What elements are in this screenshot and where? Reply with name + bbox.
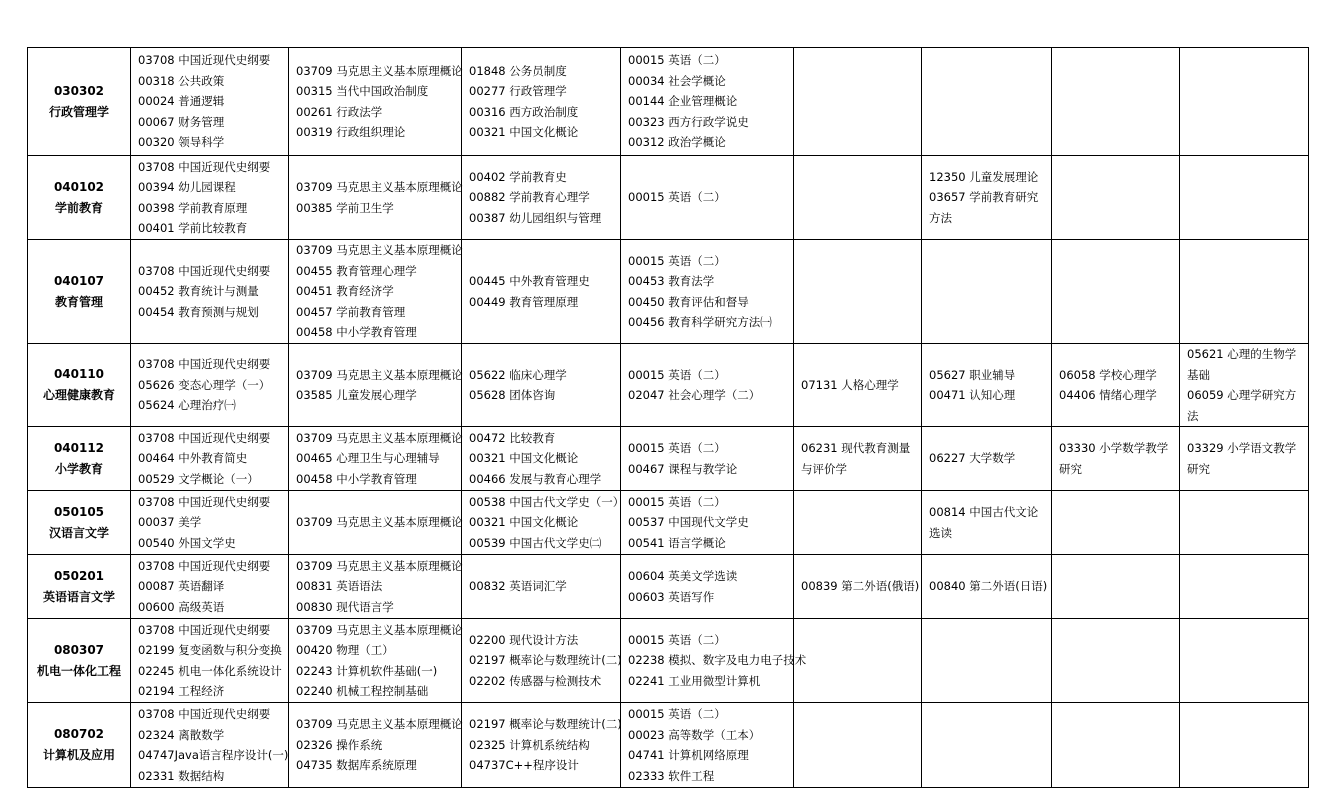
course-cell xyxy=(1180,344,1309,427)
course-item: 00472 比较教育 xyxy=(469,430,556,445)
course-item: 00394 幼儿园课程 xyxy=(138,180,236,194)
course-item: 02202 传感器与检测技术 xyxy=(469,673,602,688)
course-cell xyxy=(621,703,794,788)
course-cell xyxy=(621,156,794,240)
course-item: 00320 领导科学 xyxy=(138,135,225,150)
course-cell xyxy=(1180,427,1309,491)
course-item: 03708 中国近现代史纲要 xyxy=(138,263,271,278)
course-cell xyxy=(1180,555,1309,619)
course-cell xyxy=(922,156,1052,240)
table-row xyxy=(28,344,1309,427)
course-cell xyxy=(289,48,462,156)
course-item: 00385 学前卫生学 xyxy=(296,200,394,215)
course-item: 00015 英语（二） xyxy=(628,367,726,382)
course-item: 03708 中国近现代史纲要 xyxy=(138,622,271,637)
course-item: 00603 英语写作 xyxy=(628,589,715,604)
course-cell xyxy=(794,427,922,491)
course-cell xyxy=(1052,48,1180,156)
course-item: 02200 现代设计方法 xyxy=(469,632,579,647)
course-cell xyxy=(922,427,1052,491)
course-item: 00316 西方政治制度 xyxy=(469,104,579,119)
major-name: 计算机及应用 xyxy=(42,748,115,762)
course-item: 03585 儿童发展心理学 xyxy=(296,388,417,402)
course-item: 03329 小学语文教学研究 xyxy=(1187,441,1297,476)
course-item: 03709 马克思主义基本原理概论 xyxy=(296,63,463,78)
course-cell xyxy=(621,491,794,555)
course-item: 00312 政治学概论 xyxy=(628,135,726,150)
course-cell xyxy=(1052,491,1180,555)
course-item: 02241 工业用微型计算机 xyxy=(628,673,761,688)
major-cell xyxy=(28,491,131,555)
course-cell xyxy=(131,48,289,156)
course-item: 03708 中国近现代史纲要 xyxy=(138,357,271,372)
course-cell xyxy=(462,619,621,703)
course-item: 03708 中国近现代史纲要 xyxy=(138,707,271,721)
course-cell xyxy=(1180,240,1309,344)
course-item: 00015 英语（二） xyxy=(628,441,726,455)
course-item: 03708 中国近现代史纲要 xyxy=(138,430,271,445)
course-cell xyxy=(621,240,794,344)
course-item: 06058 学校心理学 xyxy=(1059,367,1157,382)
course-cell xyxy=(289,703,462,788)
course-item: 03709 马克思主义基本原理概论 xyxy=(296,622,463,637)
major-code: 050201 xyxy=(53,568,105,583)
course-cell xyxy=(1052,156,1180,240)
course-item: 00832 英语词汇学 xyxy=(469,579,567,594)
course-item: 00420 物理（工） xyxy=(296,643,394,657)
major-name: 英语语言文学 xyxy=(42,589,115,604)
course-cell xyxy=(922,240,1052,344)
course-item: 00466 发展与教育心理学 xyxy=(469,471,602,486)
course-item: 00024 普通逻辑 xyxy=(138,94,225,109)
course-item: 00321 中国文化概论 xyxy=(469,451,579,466)
course-cell xyxy=(794,491,922,555)
course-item: 03708 中国近现代史纲要 xyxy=(138,494,271,509)
course-item: 00539 中国古代文学史㈡ xyxy=(469,535,602,550)
course-item: 05627 职业辅导 xyxy=(929,367,1016,382)
course-item: 03709 马克思主义基本原理概论 xyxy=(296,243,463,258)
course-item: 02243 计算机软件基础(一) xyxy=(296,663,438,678)
course-item: 00453 教育法学 xyxy=(628,274,715,288)
course-item: 03709 马克思主义基本原理概论 xyxy=(296,180,463,194)
course-cell xyxy=(289,344,462,427)
course-item: 00277 行政管理学 xyxy=(469,84,567,98)
course-cell xyxy=(131,703,289,788)
course-item: 00540 外国文学史 xyxy=(138,535,236,550)
major-cell xyxy=(28,427,131,491)
course-item: 00458 中小学教育管理 xyxy=(296,471,417,486)
course-item: 04741 计算机网络原理 xyxy=(628,748,749,762)
major-code: 080702 xyxy=(53,727,105,741)
course-item: 05628 团体咨询 xyxy=(469,388,556,402)
course-item: 00457 学前教育管理 xyxy=(296,304,406,319)
course-cell xyxy=(131,555,289,619)
course-item: 00398 学前教育原理 xyxy=(138,200,248,215)
course-item: 00315 当代中国政治制度 xyxy=(296,84,429,98)
course-item: 00015 英语（二） xyxy=(628,632,726,647)
table-row xyxy=(28,703,1309,788)
course-cell xyxy=(131,619,289,703)
course-item: 00455 教育管理心理学 xyxy=(296,263,417,278)
major-code: 080307 xyxy=(53,642,105,657)
course-item: 00464 中外教育简史 xyxy=(138,451,248,466)
major-name: 行政管理学 xyxy=(48,104,109,119)
course-cell xyxy=(1052,555,1180,619)
course-item: 03709 马克思主义基本原理概论 xyxy=(296,558,463,573)
major-code: 040107 xyxy=(53,273,105,288)
course-cell xyxy=(462,156,621,240)
course-item: 00840 第二外语(日语) xyxy=(929,579,1048,594)
course-item: 00449 教育管理原理 xyxy=(469,294,579,309)
course-item: 02197 概率论与数理统计(二) xyxy=(469,653,622,668)
course-cell xyxy=(922,344,1052,427)
course-item: 03330 小学数学教学研究 xyxy=(1059,441,1169,476)
course-item: 00604 英美文学选读 xyxy=(628,569,738,583)
course-item: 02238 模拟、数字及电力电子技术 xyxy=(628,653,807,668)
course-cell xyxy=(1052,427,1180,491)
course-item: 05621 心理的生物学基础 xyxy=(1187,347,1297,382)
course-item: 00454 教育预测与规划 xyxy=(138,304,259,319)
major-cell xyxy=(28,619,131,703)
course-cell xyxy=(621,344,794,427)
major-cell xyxy=(28,555,131,619)
course-item: 00387 幼儿园组织与管理 xyxy=(469,210,602,225)
course-cell xyxy=(462,48,621,156)
course-cell xyxy=(289,156,462,240)
course-item: 00450 教育评估和督导 xyxy=(628,294,749,309)
course-item: 03708 中国近现代史纲要 xyxy=(138,558,271,573)
course-item: 00445 中外教育管理史 xyxy=(469,274,590,288)
course-item: 03709 马克思主义基本原理概论 xyxy=(296,430,463,445)
table-row xyxy=(28,491,1309,555)
course-item: 03657 学前教育研究方法 xyxy=(929,190,1039,225)
course-item: 00451 教育经济学 xyxy=(296,284,394,299)
course-cell xyxy=(794,619,922,703)
course-item: 00067 财务管理 xyxy=(138,114,225,129)
course-item: 03709 马克思主义基本原理概论 xyxy=(296,367,463,382)
exam-schedule-table xyxy=(27,47,1309,788)
course-item: 04747Java语言程序设计(一) xyxy=(138,748,289,762)
course-cell xyxy=(1180,619,1309,703)
course-item: 02047 社会心理学（二） xyxy=(628,388,761,402)
course-item: 00831 英语语法 xyxy=(296,579,383,594)
table-row xyxy=(28,240,1309,344)
course-item: 00087 英语翻译 xyxy=(138,579,225,594)
major-code: 040110 xyxy=(53,367,105,381)
course-item: 02194 工程经济 xyxy=(138,684,225,698)
course-item: 00321 中国文化概论 xyxy=(469,515,579,530)
course-item: 02326 操作系统 xyxy=(296,737,383,752)
course-item: 04735 数据库系统原理 xyxy=(296,758,417,773)
course-cell xyxy=(1180,703,1309,788)
course-item: 02333 软件工程 xyxy=(628,768,715,783)
course-item: 00037 美学 xyxy=(138,515,202,530)
course-cell xyxy=(289,240,462,344)
course-cell xyxy=(922,619,1052,703)
course-cell xyxy=(794,703,922,788)
course-cell xyxy=(1180,156,1309,240)
major-name: 心理健康教育 xyxy=(42,388,115,402)
table-row xyxy=(28,156,1309,240)
course-cell xyxy=(1180,491,1309,555)
course-cell xyxy=(1052,619,1180,703)
course-item: 06059 心理学研究方法 xyxy=(1187,388,1297,423)
course-item: 00318 公共政策 xyxy=(138,73,225,88)
course-cell xyxy=(922,491,1052,555)
course-cell xyxy=(462,240,621,344)
course-cell xyxy=(621,427,794,491)
table-row xyxy=(28,48,1309,156)
course-item: 00015 英语（二） xyxy=(628,494,726,509)
course-item: 00465 心理卫生与心理辅导 xyxy=(296,451,440,466)
course-cell xyxy=(621,48,794,156)
course-cell xyxy=(1052,344,1180,427)
course-item: 00814 中国古代文论选读 xyxy=(929,505,1039,540)
major-cell xyxy=(28,156,131,240)
course-cell xyxy=(462,703,621,788)
course-cell xyxy=(1052,240,1180,344)
course-cell xyxy=(462,491,625,555)
major-code: 040112 xyxy=(53,440,105,455)
course-item: 00015 英语（二） xyxy=(628,707,726,721)
course-item: 02199 复变函数与积分变换 xyxy=(138,643,282,657)
major-code: 040102 xyxy=(53,179,105,194)
course-item: 03708 中国近现代史纲要 xyxy=(138,53,271,68)
course-item: 02240 机械工程控制基础 xyxy=(296,684,429,698)
course-cell xyxy=(131,240,289,344)
major-name: 学前教育 xyxy=(54,200,103,215)
course-cell xyxy=(289,427,462,491)
course-item: 05622 临床心理学 xyxy=(469,367,567,382)
table-row xyxy=(28,555,1309,619)
course-cell xyxy=(131,491,289,555)
course-item: 03709 马克思主义基本原理概论 xyxy=(296,717,463,732)
course-item: 03709 马克思主义基本原理概论 xyxy=(296,515,463,530)
major-name: 教育管理 xyxy=(54,294,103,309)
course-item: 07131 人格心理学 xyxy=(801,377,899,392)
table-row xyxy=(28,619,1309,703)
course-cell xyxy=(794,48,922,156)
course-item: 00458 中小学教育管理 xyxy=(296,325,417,340)
course-cell xyxy=(131,427,289,491)
course-item: 00034 社会学概论 xyxy=(628,73,726,88)
course-cell xyxy=(794,555,922,619)
major-cell xyxy=(28,48,131,156)
major-cell xyxy=(28,703,131,788)
course-cell xyxy=(794,156,922,240)
major-cell xyxy=(28,344,131,427)
major-code: 050105 xyxy=(53,504,105,519)
course-cell xyxy=(794,240,922,344)
course-item: 00023 高等数学（工本） xyxy=(628,727,761,742)
course-item: 06231 现代教育测量与评价学 xyxy=(801,441,911,476)
course-item: 00537 中国现代文学史 xyxy=(628,515,749,530)
course-item: 00261 行政法学 xyxy=(296,104,383,119)
course-cell xyxy=(289,491,462,555)
course-item: 02325 计算机系统结构 xyxy=(469,737,590,752)
course-cell xyxy=(922,555,1052,619)
course-item: 00144 企业管理概论 xyxy=(628,94,738,109)
course-item: 06227 大学数学 xyxy=(929,451,1016,466)
course-item: 02324 离散数学 xyxy=(138,727,225,742)
course-item: 00467 课程与教学论 xyxy=(628,461,738,476)
course-item: 00830 现代语言学 xyxy=(296,599,394,614)
major-cell xyxy=(28,240,131,344)
course-cell xyxy=(621,619,807,703)
course-item: 02197 概率论与数理统计(二) xyxy=(469,717,622,732)
major-name: 小学教育 xyxy=(54,461,103,476)
course-item: 00321 中国文化概论 xyxy=(469,125,579,139)
course-item: 00471 认知心理 xyxy=(929,388,1016,402)
course-item: 00015 英语（二） xyxy=(628,253,726,268)
course-cell xyxy=(1180,48,1309,156)
course-cell xyxy=(462,555,621,619)
course-item: 05624 心理治疗㈠ xyxy=(138,398,236,413)
course-cell xyxy=(289,619,462,703)
course-item: 00402 学前教育史 xyxy=(469,169,567,184)
course-cell xyxy=(462,344,621,427)
course-cell xyxy=(922,703,1052,788)
major-name: 汉语言文学 xyxy=(48,525,109,540)
course-item: 00015 英语（二） xyxy=(628,190,726,205)
course-item: 00600 高级英语 xyxy=(138,599,225,614)
course-item: 00456 教育科学研究方法㈠ xyxy=(628,315,772,329)
course-cell xyxy=(621,555,794,619)
course-item: 05626 变态心理学（一） xyxy=(138,377,271,392)
course-item: 02331 数据结构 xyxy=(138,768,225,783)
course-cell xyxy=(289,555,462,619)
table-body xyxy=(28,48,1309,788)
course-cell xyxy=(462,427,621,491)
table-row xyxy=(28,427,1309,491)
course-item: 00882 学前教育心理学 xyxy=(469,190,590,205)
course-item: 00529 文学概论（一） xyxy=(138,471,259,486)
course-item: 00401 学前比较教育 xyxy=(138,221,248,235)
course-cell xyxy=(922,48,1052,156)
course-item: 00319 行政组织理论 xyxy=(296,125,406,139)
course-item: 03708 中国近现代史纲要 xyxy=(138,159,271,174)
course-item: 00839 第二外语(俄语) xyxy=(801,579,920,594)
course-cell xyxy=(131,156,289,240)
course-item: 00323 西方行政学说史 xyxy=(628,114,749,129)
course-item: 04406 情绪心理学 xyxy=(1059,388,1157,402)
course-item: 00541 语言学概论 xyxy=(628,535,726,550)
course-cell xyxy=(131,344,289,427)
course-item: 01848 公务员制度 xyxy=(469,63,567,78)
course-cell xyxy=(1052,703,1180,788)
major-code: 030302 xyxy=(53,83,105,98)
major-name: 机电一体化工程 xyxy=(36,663,121,678)
course-item: 04737C++程序设计 xyxy=(469,758,579,773)
course-item: 00452 教育统计与测量 xyxy=(138,284,259,299)
course-item: 00538 中国古代文学史（一） xyxy=(469,494,625,509)
course-item: 02245 机电一体化系统设计 xyxy=(138,663,282,678)
course-item: 12350 儿童发展理论 xyxy=(929,169,1039,184)
course-cell xyxy=(794,344,922,427)
course-item: 00015 英语（二） xyxy=(628,53,726,68)
